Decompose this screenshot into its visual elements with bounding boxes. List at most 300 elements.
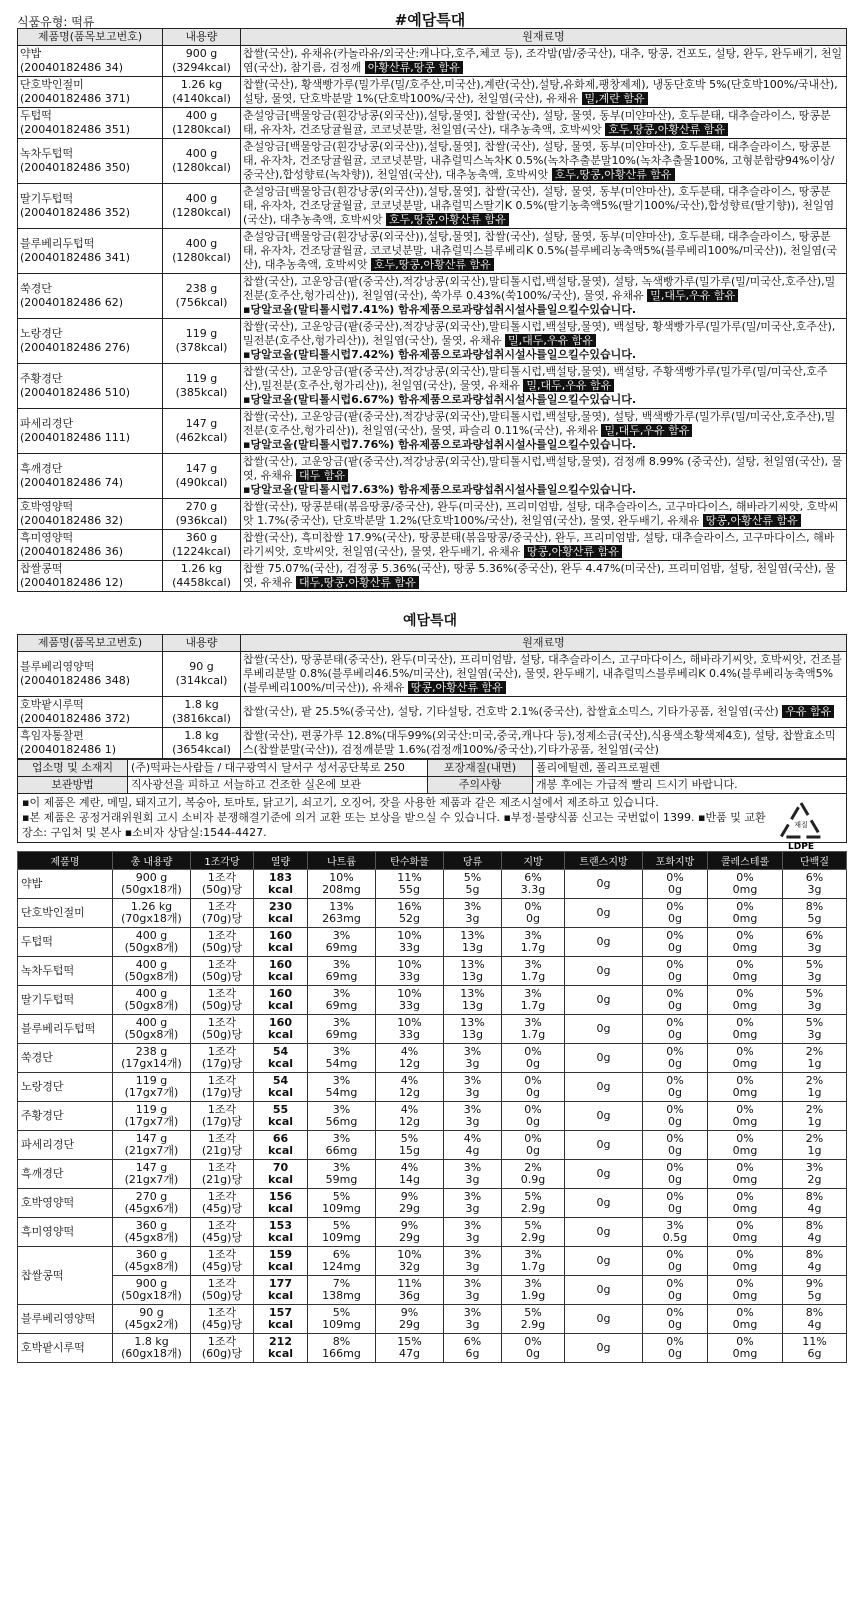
nutrition-value: 0%: [736, 1016, 754, 1029]
nutrition-row: [18, 1247, 847, 1276]
nutrition-cell-na: [308, 957, 376, 986]
nutrition-value: 6%: [805, 929, 824, 942]
nutrition-cell-sugar: [444, 1247, 502, 1276]
allergen-badge: 땅콩,아황산류 함유: [703, 514, 801, 527]
nutrition-value: (17g)당: [201, 1086, 243, 1099]
nutrition-value: 10%: [329, 871, 354, 884]
nutrition-value: 360 g: [135, 1219, 168, 1232]
table-row: [18, 139, 847, 184]
kcal-total: (3654kcal): [172, 743, 231, 756]
nutrition-value: 0.5g: [662, 1231, 688, 1244]
nutrition-cell-trans: [565, 928, 643, 957]
nutrition-value: 1조각: [207, 1045, 237, 1058]
amount-cell: [163, 139, 241, 184]
nutrition-cell-na2: [308, 1276, 376, 1305]
nutrition-value: 900 g: [135, 1277, 168, 1290]
allergen-badge: 아황산류,땅콩 함유: [365, 61, 463, 74]
nutrition-value: 160: [269, 987, 292, 1000]
nutrition-cell-sugar: [444, 1160, 502, 1189]
nutrition-value: kcal: [267, 912, 294, 925]
nutrition-value: 4g: [807, 1231, 822, 1244]
nutrition-value: 0g: [526, 1115, 540, 1128]
nutrition-cell-trans: [565, 1131, 643, 1160]
nutrition-value: 1.7g: [520, 999, 546, 1012]
nutrition-product-name: 단호박인절미: [18, 899, 113, 928]
nutrition-value: 119 g: [135, 1074, 168, 1087]
nutrition-value: 5%: [332, 1219, 351, 1232]
nutrition-header: 탄수화물: [376, 852, 444, 870]
nutrition-product-name: 블루베리두텁떡: [18, 1015, 113, 1044]
nutrition-cell-fat: [502, 870, 565, 899]
report-number: (20040182486 74): [20, 476, 124, 489]
nutrition-value: 0g: [668, 1347, 682, 1360]
nutrition-value: 400 g: [135, 929, 168, 942]
nutrition-cell-sat: [643, 986, 708, 1015]
nutrition-value: 0%: [666, 1190, 684, 1203]
product-cell: [18, 499, 163, 530]
nutrition-value: 0mg: [732, 970, 758, 983]
ingredients-cell: [241, 652, 847, 697]
nutrition-value: 1조각: [207, 1016, 237, 1029]
sugar-alcohol-note: ▪당알코올(말티톨시럽7.76%) 함유제품으로과량섭취시설사를일으킬수있습니다.: [243, 438, 637, 451]
nutrition-value: 0mg: [732, 1347, 758, 1360]
nutrition-value: 159: [269, 1248, 292, 1261]
ingredients-cell: [241, 184, 847, 229]
nutrition-value: 0%: [666, 1045, 684, 1058]
nutrition-product-name: 찹쌀콩떡: [18, 1247, 113, 1305]
nutrition-cell-fat: [502, 986, 565, 1015]
nutrition-value: (21g)당: [201, 1173, 243, 1186]
nutrition-value: (21g)당: [201, 1144, 243, 1157]
nutrition-cell-sugar: [444, 928, 502, 957]
nutrition-value: 13%: [329, 900, 354, 913]
nutrition-value: 9%: [400, 1219, 419, 1232]
nutrition-value: 9%: [805, 1277, 824, 1290]
nutrition-value: 0%: [666, 1103, 684, 1116]
nutrition-cell-carb: [376, 1131, 444, 1160]
report-number: (20040182486 341): [20, 251, 131, 264]
nutrition-cell-prot: [783, 1334, 847, 1363]
nutrition-value: 4%: [463, 1132, 482, 1145]
product-name: 블루베리두텁떡: [20, 237, 95, 250]
nutrition-value: 13g: [462, 1028, 483, 1041]
nutrition-value: 3%: [463, 1277, 482, 1290]
nutrition-cell-na: [308, 1189, 376, 1218]
nutrition-value: 3%: [332, 1103, 351, 1116]
net-amount: 1.26 kg: [180, 562, 223, 575]
allergen-badge: 땅콩,아황산류 함유: [408, 681, 506, 694]
nutrition-cell-prot: [783, 1015, 847, 1044]
nutrition-value: 5%: [524, 1190, 542, 1203]
nutrition-value: 1.26 kg: [130, 900, 173, 913]
nutrition-value: 4%: [400, 1045, 419, 1058]
nutrition-cell-sat: [643, 870, 708, 899]
nutrition-value: 0mg: [732, 1115, 758, 1128]
nutrition-value: kcal: [267, 970, 294, 983]
nutrition-value: 0g: [596, 877, 611, 890]
nutrition-cell-kcal: [254, 1044, 308, 1073]
nutrition-cell-kcal: [254, 1073, 308, 1102]
nutrition-value: kcal: [267, 1347, 294, 1360]
product-name: 찹쌀콩떡: [20, 562, 63, 575]
allergen-badge: 밀,대두,우유 함유: [523, 379, 614, 392]
nutrition-value: 0g: [668, 970, 682, 983]
report-number: (20040182486 32): [20, 514, 124, 527]
nutrition-cell-sat: [643, 1247, 708, 1276]
nutrition-value: 10%: [397, 958, 422, 971]
nutrition-value: 1g: [807, 1086, 822, 1099]
kcal-total: (3294kcal): [172, 61, 231, 74]
nutrition-value: 1조각: [207, 1219, 237, 1232]
table-row: [18, 319, 847, 364]
nutrition-value: 166mg: [322, 1347, 361, 1360]
nutrition-value: 160: [269, 1016, 292, 1029]
nutrition-product-name: 블루베리영양떡: [18, 1305, 113, 1334]
nutrition-value: 3%: [332, 1132, 351, 1145]
nutrition-cell-carb: [376, 899, 444, 928]
nutrition-value: 0g: [596, 1138, 611, 1151]
nutrition-value: 2.9g: [520, 1202, 546, 1215]
nutrition-value: 36g: [399, 1289, 420, 1302]
nutrition-value: kcal: [267, 1057, 294, 1070]
nutrition-cell-chol: [708, 1102, 783, 1131]
nutrition-cell-fat: [502, 899, 565, 928]
nutrition-value: 0g: [668, 941, 682, 954]
nutrition-cell-total: [113, 1189, 191, 1218]
nutrition-value: 0g: [596, 1225, 611, 1238]
net-amount: 119 g: [185, 327, 218, 340]
nutrition-cell-carb: [376, 1247, 444, 1276]
nutrition-value: 10%: [397, 929, 422, 942]
nutrition-value: 13%: [460, 987, 485, 1000]
nutrition-value: 2g: [807, 1173, 822, 1186]
nutrition-cell-carb: [376, 1218, 444, 1247]
nutrition-cell-na: [308, 1334, 376, 1363]
nutrition-value: 400 g: [135, 958, 168, 971]
nutrition-row: [18, 1276, 847, 1305]
nutrition-value: 13%: [460, 929, 485, 942]
nutrition-value: 3g: [465, 1057, 480, 1070]
nutrition-value: 0g: [668, 1202, 682, 1215]
nutrition-cell-sat: [643, 957, 708, 986]
nutrition-product-name: 노랑경단: [18, 1073, 113, 1102]
nutrition-product-name: 딸기두텁떡: [18, 986, 113, 1015]
nutrition-value: 900 g: [135, 871, 168, 884]
section2-title: 예담특대: [402, 613, 458, 629]
nutrition-value: 3%: [463, 1074, 482, 1087]
nutrition-value: 0.9g: [520, 1173, 546, 1186]
nutrition-value: 0g: [596, 1196, 611, 1209]
nutrition-value: 4g: [807, 1260, 822, 1273]
nutrition-value: (45gx8개): [124, 1260, 179, 1273]
nutrition-value: 12g: [399, 1115, 420, 1128]
table-row: [18, 728, 847, 759]
table-row: [18, 530, 847, 561]
nutrition-value: (17gx14개): [121, 1057, 182, 1070]
nutrition-value: kcal: [267, 1144, 294, 1157]
nutrition-header: 총 내용량: [113, 852, 191, 870]
nutrition-cell-kcal: [254, 957, 308, 986]
nutrition-value: 6g: [807, 1347, 822, 1360]
ingredients-cell: [241, 77, 847, 108]
nutrition-value: (50gx8개): [124, 941, 179, 954]
nutrition-cell-carb: [376, 1305, 444, 1334]
product-name: 흑임자통찰편: [20, 729, 84, 742]
nutrition-value: 33g: [399, 1028, 420, 1041]
nutrition-cell-chol: [708, 928, 783, 957]
nutrition-value: 3g: [465, 1231, 480, 1244]
nutrition-value: 0mg: [732, 1318, 758, 1331]
nutrition-value: 5%: [805, 1016, 824, 1029]
nutrition-value: 3%: [463, 1219, 482, 1232]
ingredients-cell: [241, 274, 847, 319]
nutrition-cell-na: [308, 1102, 376, 1131]
allergen-badge: 밀,대두,우유 함유: [601, 424, 692, 437]
nutrition-value: 69mg: [325, 1028, 358, 1041]
amount-cell: [163, 319, 241, 364]
nutrition-cell-kcal: [254, 1334, 308, 1363]
nutrition-product-name: 흑미영양떡: [18, 1218, 113, 1247]
table-row: [18, 77, 847, 108]
nutrition-value: 55g: [399, 883, 420, 896]
nutrition-value: 13%: [460, 958, 485, 971]
nutrition-value: 33g: [399, 999, 420, 1012]
nutrition-value: 1.7g: [520, 941, 546, 954]
nutrition-cell-carb: [376, 1044, 444, 1073]
product-name: 딸기두텁떡: [20, 192, 74, 205]
nutrition-value: 8%: [805, 1219, 824, 1232]
nutrition-value: 0%: [736, 1161, 754, 1174]
nutrition-value: 2%: [805, 1045, 824, 1058]
nutrition-value: 90 g: [139, 1306, 164, 1319]
nutrition-value: 0mg: [732, 883, 758, 896]
nutrition-row: [18, 870, 847, 899]
nutrition-cell-sugar: [444, 1073, 502, 1102]
report-number: (20040182486 351): [20, 123, 131, 136]
nutrition-row: [18, 1218, 847, 1247]
col-header-ingredients: 원재료명: [241, 635, 847, 652]
nutrition-cell-fat: [502, 957, 565, 986]
nutrition-value: 0%: [524, 1335, 542, 1348]
nutrition-value: 0mg: [732, 912, 758, 925]
nutrition-value: 3%: [463, 1161, 482, 1174]
allergen-badge: 대두 함유: [296, 469, 348, 482]
nutrition-cell-fat: [502, 1305, 565, 1334]
nutrition-cell-per: [191, 1073, 254, 1102]
nutrition-value: 0g: [596, 1167, 611, 1180]
nutrition-value: 119 g: [135, 1103, 168, 1116]
report-number: (20040182486 350): [20, 161, 131, 174]
nutrition-cell-sat: [643, 1102, 708, 1131]
nutrition-value: 3%: [332, 958, 351, 971]
col-header-ingredients: 원재료명: [241, 29, 847, 46]
nutrition-cell-carb: [376, 870, 444, 899]
nutrition-cell-per: [191, 1015, 254, 1044]
nutrition-cell-prot: [783, 1305, 847, 1334]
product-name: 녹차두텁떡: [20, 147, 74, 160]
nutrition-cell-per: [191, 1218, 254, 1247]
nutrition-value: 3g: [465, 1115, 480, 1128]
nutrition-cell-total: [113, 1334, 191, 1363]
nutrition-value: 6%: [524, 871, 542, 884]
nutrition-value: 0%: [666, 1132, 684, 1145]
product-cell: [18, 454, 163, 499]
nutrition-cell-sat: [643, 1131, 708, 1160]
kcal-total: (1280kcal): [172, 161, 231, 174]
nutrition-cell-trans: [565, 1218, 643, 1247]
kcal-total: (314kcal): [175, 674, 228, 687]
nutrition-value: 2%: [524, 1161, 542, 1174]
nutrition-value: 0g: [526, 1086, 540, 1099]
net-amount: 119 g: [185, 372, 218, 385]
nutrition-value: 3%: [805, 1161, 824, 1174]
product-name: 두텁떡: [20, 109, 52, 122]
nutrition-cell-fat2: [502, 1276, 565, 1305]
product-name: 파세리경단: [20, 417, 74, 430]
nutrition-value: 0mg: [732, 1231, 758, 1244]
nutrition-value: 3%: [463, 1045, 482, 1058]
nutrition-row: [18, 1015, 847, 1044]
nutrition-value: 0mg: [732, 1289, 758, 1302]
nutrition-value: 0%: [736, 871, 754, 884]
nutrition-header: 당류: [444, 852, 502, 870]
nutrition-cell-per: [191, 957, 254, 986]
kcal-total: (3816kcal): [172, 712, 231, 725]
table-row: [18, 409, 847, 454]
nutrition-cell-total: [113, 1305, 191, 1334]
nutrition-cell-total: [113, 928, 191, 957]
nutrition-cell-total: [113, 1044, 191, 1073]
amount-cell: [163, 46, 241, 77]
nutrition-value: 0%: [666, 987, 684, 1000]
net-amount: 1.8 kg: [184, 729, 219, 742]
kcal-total: (1280kcal): [172, 123, 231, 136]
food-type: 식품유형: 떡류: [17, 15, 95, 29]
nutrition-value: 69mg: [325, 941, 358, 954]
nutrition-cell-fat: [502, 928, 565, 957]
nutrition-value: 0g: [596, 1080, 611, 1093]
notice-consumer: ▪본 제품은 공정거래위원회 고시 소비자 분쟁해결기준에 의거 교환 또는 보상을 받으실 수 있습니다. ▪부정·불량식품 신고는 국번없이 1399. ▪반품 및 교환장소: 구입처 및 본사 ▪소비자 상담실:1544-4427.: [22, 811, 766, 839]
nutrition-cell-prot: [783, 1102, 847, 1131]
nutrition-value: 6%: [332, 1248, 351, 1261]
nutrition-cell-prot2: [783, 1276, 847, 1305]
nutrition-value: 54: [272, 1074, 289, 1087]
nutrition-value: 10%: [397, 1016, 422, 1029]
ingredients-text: 춘설앙금[백물앙금(흰강낭콩(외국산)),설탕,물엿], 찹쌀(국산), 설탕, 물엿, 동부(미얀마산), 호두분태, 대추슬라이스, 땅콩분태, 유자차, 건조당귤월귤, 코코넛분말, 내츄럴믹스블루베리K 0.5%(블루베리농축액5%(블루베리100%/미국산)), 천일염(국산), 대추농축액, 호박씨앗: [243, 230, 837, 271]
nutrition-cell-prot: [783, 1160, 847, 1189]
product-name: 쑥경단: [20, 282, 52, 295]
product-cell: [18, 229, 163, 274]
kcal-total: (490kcal): [175, 476, 228, 489]
nutrition-value: kcal: [267, 1202, 294, 1215]
table-row: [18, 652, 847, 697]
ingredients-text: 찹쌀(국산), 고운앙금(팥(중국산),적강낭콩(외국산),말티톨시럽,백설탕,물엿), 설탕, 녹색빵가루(밀가루(밀/미국산,호주산),밀전분(호주산,헝가리산)), 천일염(국산), 쑥가루 0.43%(쑥100%/국산), 물엿, 유채유: [243, 275, 836, 302]
product-name: 흑미영양떡: [20, 531, 74, 544]
net-amount: 1.26 kg: [180, 78, 223, 91]
nutrition-product-name: 호박영양떡: [18, 1189, 113, 1218]
nutrition-value: 8%: [805, 1248, 824, 1261]
nutrition-value: (21gx7개): [124, 1173, 179, 1186]
nutrition-value: 138mg: [322, 1289, 361, 1302]
nutrition-cell-prot: [783, 986, 847, 1015]
nutrition-value: 33g: [399, 941, 420, 954]
ingredients-text: 찹쌀(국산), 땅콩분태(중국산), 완두(미국산), 프리미엄밤, 설탕, 대추슬라이스, 고구마다이스, 해바라기씨앗, 호박씨앗, 건조블루베리분말 0.8%(블루베리46.5%/미국산), 천일염(국산), 물엿, 완두배기, 내츄럴믹스블루베리K 0.4%(블루베리농축액5%(블루베리100%/미국산)), 유채유: [243, 653, 842, 694]
nutrition-cell-per: [191, 928, 254, 957]
table-row: [18, 274, 847, 319]
nutrition-value: 2%: [805, 1074, 824, 1087]
nutrition-value: (45g)당: [201, 1260, 243, 1273]
nutrition-value: 1.7g: [520, 1260, 546, 1273]
nutrition-product-name: 쑥경단: [18, 1044, 113, 1073]
nutrition-value: 1조각: [207, 1103, 237, 1116]
col-header-amount: 내용량: [163, 635, 241, 652]
nutrition-cell-kcal: [254, 1189, 308, 1218]
nutrition-value: 2%: [805, 1103, 824, 1116]
nutrition-value: 15g: [399, 1144, 420, 1157]
nutrition-value: 5%: [805, 958, 824, 971]
product-cell: [18, 728, 163, 759]
nutrition-cell-fat: [502, 1015, 565, 1044]
allergen-badge: 호두,땅콩,아황산류 함유: [605, 123, 728, 136]
nutrition-value: 0g: [668, 1260, 682, 1273]
nutrition-value: 1조각: [207, 1335, 237, 1348]
nutrition-value: 11%: [397, 1277, 422, 1290]
nutrition-cell-per: [191, 1305, 254, 1334]
nutrition-value: 0%: [736, 987, 754, 1000]
maker-label: 업소명 및 소재지: [18, 760, 128, 777]
nutrition-cell-carb: [376, 1015, 444, 1044]
product-name: 흑깨경단: [20, 462, 63, 475]
net-amount: 147 g: [185, 417, 218, 430]
nutrition-value: (17gx7개): [124, 1086, 179, 1099]
nutrition-value: 0%: [736, 1248, 754, 1261]
nutrition-value: 1조각: [207, 1161, 237, 1174]
nutrition-value: 3g: [807, 883, 822, 896]
nutrition-cell-carb: [376, 1189, 444, 1218]
product-cell: [18, 77, 163, 108]
nutrition-value: 0%: [666, 929, 684, 942]
notice-allergen: ▪이 제품은 계란, 메밀, 돼지고기, 복숭아, 토마토, 닭고기, 쇠고기, 오징어, 잣을 사용한 제품과 같은 제조시설에서 제조하고 있습니다.: [22, 796, 659, 809]
nutrition-value: 0%: [736, 1219, 754, 1232]
nutrition-cell-kcal: [254, 1015, 308, 1044]
nutrition-value: 0%: [524, 1132, 542, 1145]
nutrition-value: 56mg: [325, 1115, 358, 1128]
nutrition-cell-sugar: [444, 1015, 502, 1044]
nutrition-header: 제품명: [18, 852, 113, 870]
nutrition-row: [18, 1334, 847, 1363]
kcal-total: (378kcal): [175, 341, 228, 354]
nutrition-value: kcal: [267, 883, 294, 896]
nutrition-value: 54mg: [325, 1057, 358, 1070]
nutrition-value: (45gx2개): [124, 1318, 179, 1331]
nutrition-value: 0g: [596, 1022, 611, 1035]
product-cell: [18, 530, 163, 561]
nutrition-value: 109mg: [322, 1318, 361, 1331]
nutrition-value: 109mg: [322, 1202, 361, 1215]
nutrition-cell-na: [308, 1131, 376, 1160]
nutrition-value: 13g: [462, 999, 483, 1012]
allergen-badge: 호두,땅콩,아황산류 함유: [386, 213, 509, 226]
nutrition-cell-per2: [191, 1276, 254, 1305]
nutrition-value: 29g: [399, 1231, 420, 1244]
nutrition-value: kcal: [267, 941, 294, 954]
pack-value: 폴리에틸렌, 폴리프로필렌: [533, 760, 847, 777]
table-row: [18, 46, 847, 77]
nutrition-cell-sugar: [444, 1044, 502, 1073]
nutrition-value: 3.3g: [520, 883, 546, 896]
ingredients-table-2: [17, 634, 847, 759]
nutrition-value: 3g: [465, 1289, 480, 1302]
